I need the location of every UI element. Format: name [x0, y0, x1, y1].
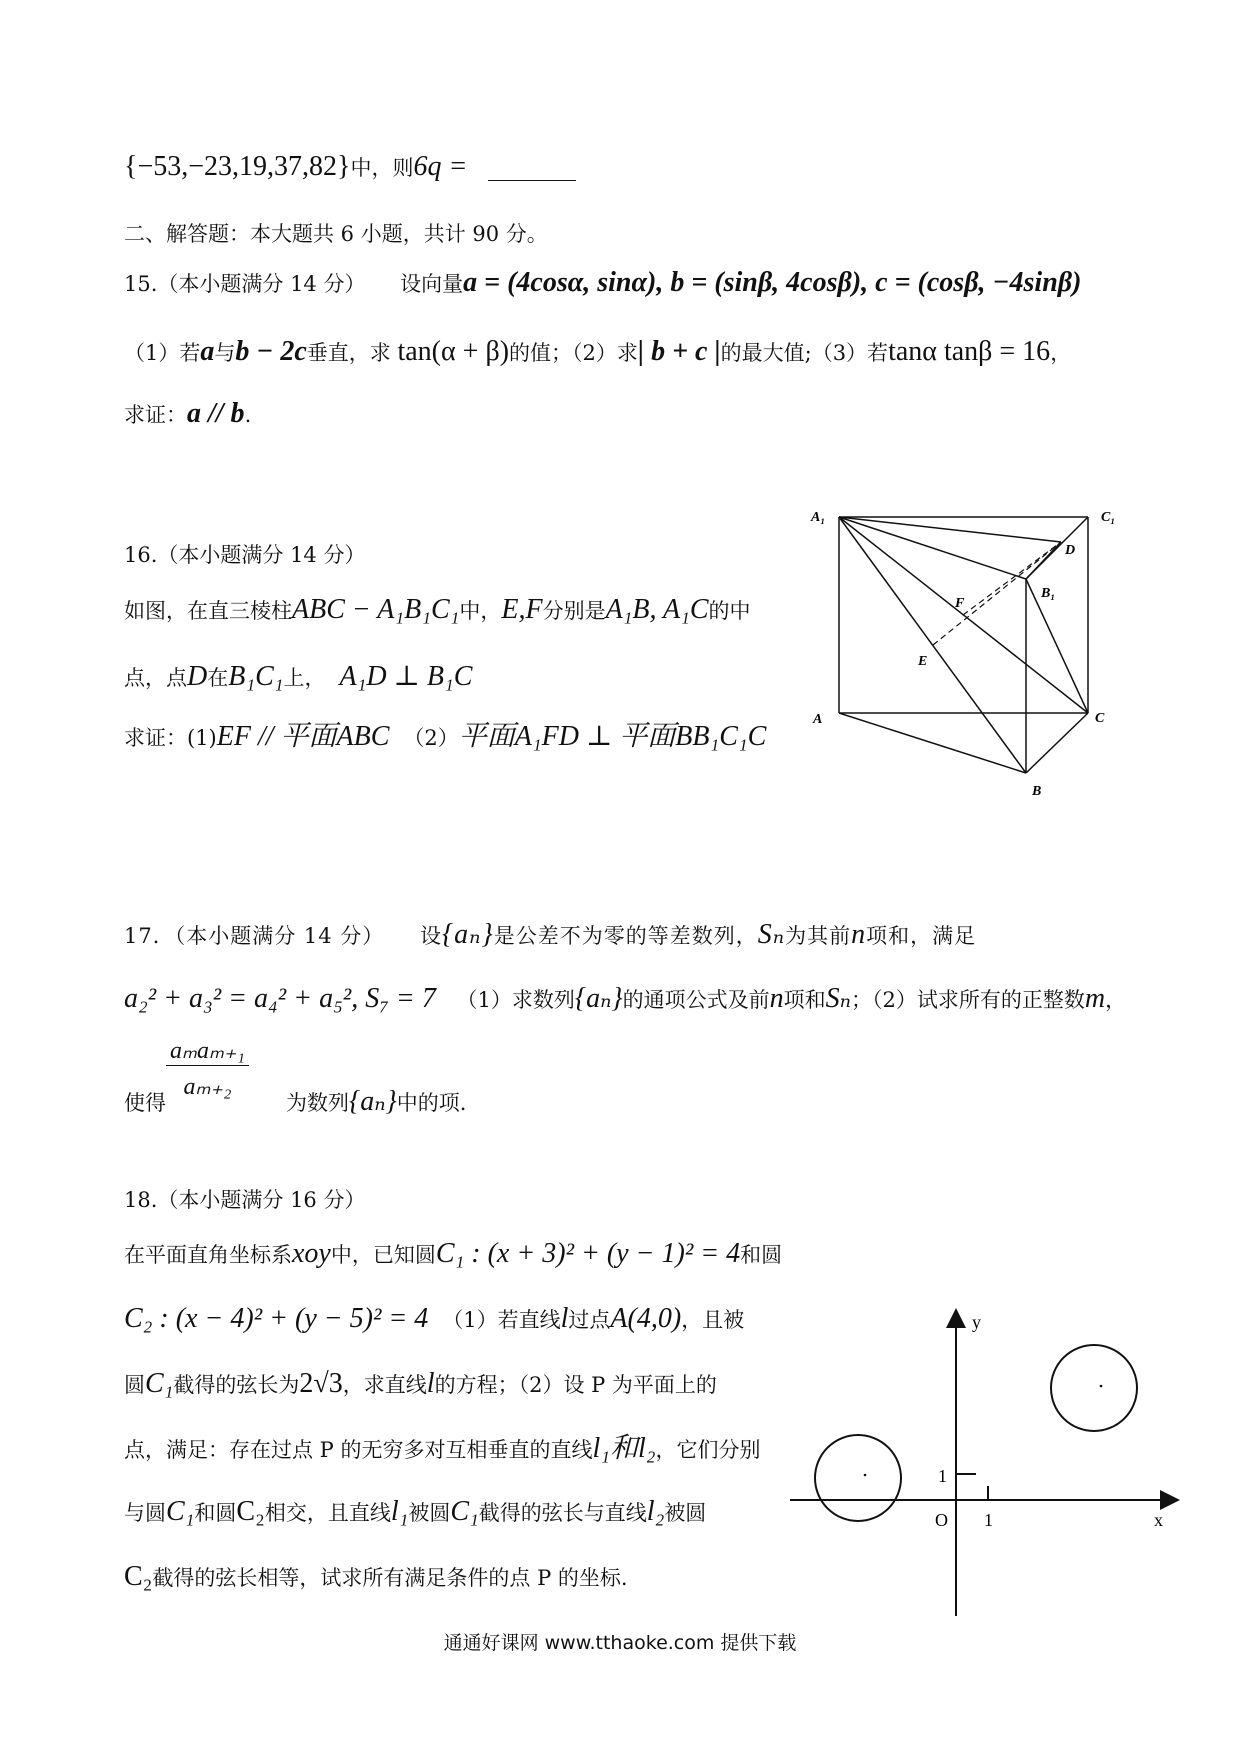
q15-parts-line: （1）若a与b − 2c垂直，求 tan(α + β)的值；（2）求| b + c |的最大值;（3）若tanα tanβ = 16， [124, 336, 1072, 367]
label-B1: B₁ [1041, 586, 1056, 601]
q18-line-5: 与圆C₁和圆C₂相交，且直线l₁被圆C₁截得的弦长与直线l₂被圆 [124, 1496, 707, 1527]
x-tick-1: 1 [984, 1510, 993, 1530]
vector-definitions: a = (4cosα, sinα), b = (sinβ, 4cosβ), c = (cosβ, −4sinβ) [463, 267, 1082, 298]
y-axis-label: y [972, 1312, 981, 1332]
q18-line-6: C₂截得的弦长相等，试求所有满足条件的点 P 的坐标. [124, 1561, 628, 1592]
section-2-heading: 二、解答题：本大题共 6 小题，共计 90 分。 [124, 222, 548, 246]
circle-C2 [1051, 1345, 1137, 1431]
expression-6q: 6q = [413, 151, 468, 182]
answer-blank [488, 154, 576, 181]
circles-graph [788, 1300, 1188, 1620]
label-B: B [1032, 784, 1042, 799]
label-E: E [918, 654, 928, 669]
q17-line-1: 17．（本小题满分 14 分） 设{aₙ}是公差不为零的等差数列，Sₙ为其前n项和，满足 [124, 919, 977, 950]
answer-set: {−53,−23,19,37,82} [124, 151, 351, 182]
q18-line-3: 圆C₁截得的弦长为2√3，求直线l的方程；（2）设 P 为平面上的 [124, 1368, 717, 1399]
q15-heading-line: 15.（本小题满分 14 分） 设向量a = (4cosα, sinα), b = (sinβ, 4cosβ), c = (cosβ, −4sinβ) [124, 267, 1082, 298]
q16-line-3: 求证：(1)EF // 平面ABC （2）平面A₁FD ⊥ 平面BB₁C₁C [124, 721, 767, 752]
origin-label: O [935, 1510, 948, 1530]
label-C1: C₁ [1101, 510, 1116, 525]
q16-line-1: 如图，在直三棱柱ABC − A₁B₁C₁中，E,F分别是A₁B, A₁C的中 [124, 594, 751, 625]
x-axis-label: x [1154, 1510, 1163, 1530]
label-D: D [1065, 543, 1076, 558]
circle-C1 [815, 1435, 901, 1521]
q18-line-1: 在平面直角坐标系xoy中，已知圆C₁ : (x + 3)² + (y − 1)² = 4和圆 [124, 1238, 783, 1269]
label-C: C [1095, 711, 1105, 726]
q16-heading: 16.（本小题满分 14 分） [124, 543, 366, 567]
label-A: A [813, 712, 823, 727]
footer: 通通好课网 www.tthaoke.com 提供下载 [443, 1632, 797, 1654]
y-tick-1: 1 [938, 1466, 947, 1486]
q18-line-2: C₂ : (x − 4)² + (y − 5)² = 4 （1）若直线l过点A(4,0)，且被 [124, 1303, 745, 1334]
prism-figure [805, 505, 1145, 805]
q17-line-3: 使得 为数列{aₙ}中的项. [124, 1086, 467, 1117]
q17-line-2: a₂² + a₃² = a₄² + a₅², S₇ = 7 （1）求数列{aₙ}的通项公式及前n项和Sₙ；（2）试求所有的正整数m， [124, 983, 1127, 1014]
q16-line-2: 点，点D在B₁C₁上， A₁D ⊥ B₁C [124, 661, 473, 692]
q15-prove-line: 求证：a // b. [124, 398, 252, 429]
q18-line-4: 点，满足：存在过点 P 的无穷多对互相垂直的直线l₁和l₂，它们分别 [124, 1433, 761, 1464]
q17-fraction: aₘaₘ₊₁ aₘ₊₂ [166, 1036, 249, 1101]
label-F: F [955, 596, 965, 611]
q18-heading: 18.（本小题满分 16 分） [124, 1188, 366, 1212]
label-A1: A₁ [811, 510, 826, 525]
q14-answer-line: {−53,−23,19,37,82}中，则6q = [124, 150, 576, 184]
